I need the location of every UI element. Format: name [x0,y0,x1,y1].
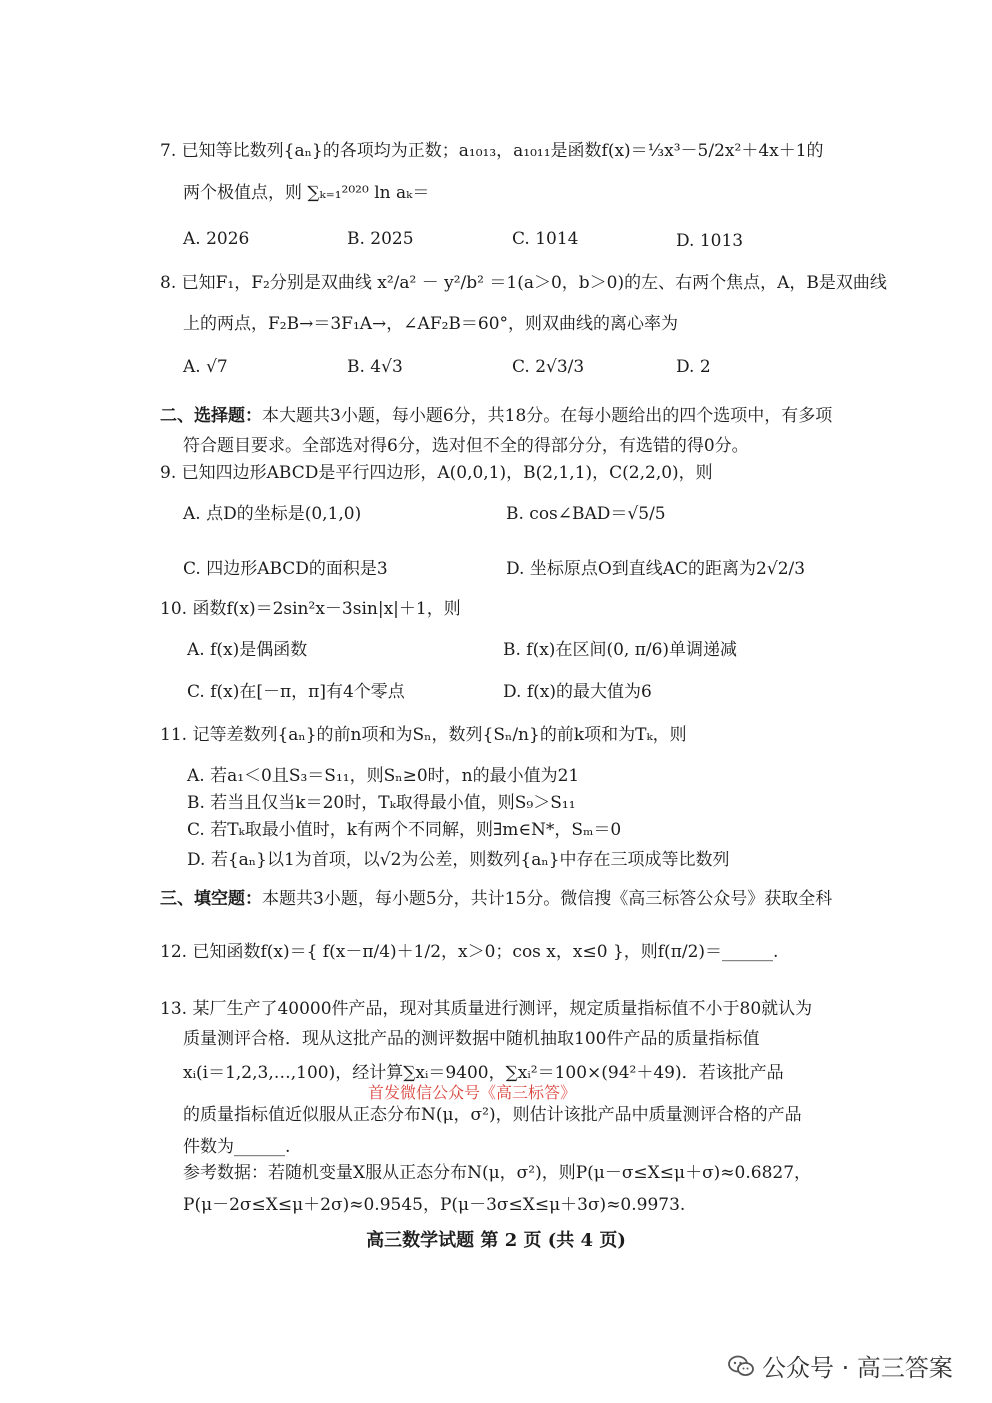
q13-line2: 质量测评合格．现从这批产品的测评数据中随机抽取100件产品的质量指标值 [183,1029,760,1049]
q9-option-c: C. 四边形ABCD的面积是3 [183,559,388,579]
q11-option-d: D. 若{aₙ}以1为首项，以√2为公差，则数列{aₙ}中存在三项成等比数列 [187,850,730,870]
q10-option-c: C. f(x)在[－π，π]有4个零点 [187,682,405,702]
q11-option-b: B. 若当且仅当k＝20时，Tₖ取得最小值，则S₉＞S₁₁ [187,793,576,813]
q9-option-b: B. cos∠BAD＝√5/5 [506,504,666,524]
q10-option-b: B. f(x)在区间(0, π/6)单调递减 [503,640,738,660]
q8-option-a: A. √7 [183,357,228,377]
q8-option-d: D. 2 [676,357,711,377]
q13-line1: 13. 某厂生产了40000件产品，现对其质量进行测评，规定质量指标值不小于80就认为 [160,999,813,1019]
page-footer: 高三数学试题 第 2 页 (共 4 页) [366,1230,626,1251]
q13-line3: xᵢ(i＝1,2,3,…,100)，经计算∑xᵢ＝9400，∑xᵢ²＝100×(94²＋49)．若该批产品 [183,1063,784,1083]
q8-line1: 8. 已知F₁，F₂分别是双曲线 x²/a² － y²/b² ＝1(a＞0，b＞0)的左、右两个焦点，A，B是双曲线 [160,273,887,293]
section2-title: 二、选择题： [160,406,262,426]
section3-title: 三、填空题： [160,889,262,909]
q7-line1: 7. 已知等比数列{aₙ}的各项均为正数；a₁₀₁₃，a₁₀₁₁是函数f(x)＝⅓x³－5/2x²＋4x＋1的 [160,141,824,161]
section2-line2: 符合题目要求。全部选对得6分，选对但不全的得部分分，有选错的得0分。 [183,436,749,456]
q11-stem: 11. 记等差数列{aₙ}的前n项和为Sₙ，数列{Sₙ/n}的前k项和为Tₖ，则 [160,725,687,745]
q13-ref1: 参考数据：若随机变量X服从正态分布N(μ，σ²)，则P(μ－σ≤X≤μ＋σ)≈0.6827， [183,1163,812,1183]
section3-line1: 本题共3小题，每小题5分，共计15分。微信搜《高三标答公众号》获取全科 [262,889,833,909]
q11-option-c: C. 若Tₖ取最小值时，k有两个不同解，则∃m∈N*，Sₘ＝0 [187,820,622,840]
q7-option-d: D. 1013 [676,231,744,251]
q7-line2: 两个极值点，则 ∑ₖ₌₁²⁰²⁰ ln aₖ＝ [183,183,430,203]
brand-mark [728,1348,953,1383]
wechat-icon [728,1355,754,1377]
q9-stem: 9. 已知四边形ABCD是平行四边形，A(0,0,1)，B(2,1,1)，C(2,2,0)，则 [160,463,713,483]
q13-ref2: P(μ－2σ≤X≤μ＋2σ)≈0.9545，P(μ－3σ≤X≤μ＋3σ)≈0.9973. [183,1195,686,1215]
section2-line1: 本大题共3小题，每小题6分，共18分。在每小题给出的四个选项中，有多项 [262,406,833,426]
q13-line5: 件数为______. [183,1137,291,1157]
q9-option-d: D. 坐标原点O到直线AC的距离为2√2/3 [506,559,806,579]
brand-text: 公众号 · 高三答案 [762,1354,953,1382]
q9-option-a: A. 点D的坐标是(0,1,0) [183,504,362,524]
q10-stem: 10. 函数f(x)＝2sin²x－3sin|x|＋1，则 [160,599,461,619]
q11-option-a: A. 若a₁＜0且S₃＝S₁₁，则Sₙ≥0时，n的最小值为21 [187,766,580,786]
q10-option-a: A. f(x)是偶函数 [187,640,308,660]
section2-heading [160,405,832,427]
q7-option-b: B. 2025 [347,229,414,249]
q7-option-a: A. 2026 [183,229,250,249]
watermark-text: 首发微信公众号《高三标答》 [368,1083,577,1102]
section3-heading [160,888,832,910]
q12-line1: 12. 已知函数f(x)＝{ f(x－π/4)＋1/2，x＞0；cos x，x≤0 }，则f(π/2)＝______. [160,942,779,962]
q7-option-c: C. 1014 [512,229,579,249]
q10-option-d: D. f(x)的最大值为6 [503,682,652,702]
q13-line4: 的质量指标值近似服从正态分布N(μ，σ²)，则估计该批产品中质量测评合格的产品 [183,1105,802,1125]
q8-line2: 上的两点，F₂B→＝3F₁A→，∠AF₂B＝60°，则双曲线的离心率为 [183,314,679,334]
q8-option-c: C. 2√3/3 [512,357,585,377]
q8-option-b: B. 4√3 [347,357,403,377]
